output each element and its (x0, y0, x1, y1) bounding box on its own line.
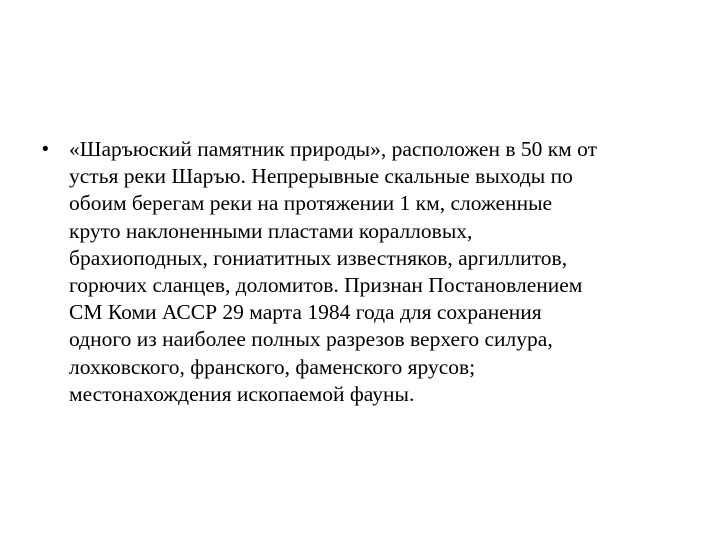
bullet-icon: • (42, 139, 49, 160)
bullet-text: «Шаръюский памятник природы», расположен в 50 км от устья реки Шаръю. Непрерывные скальные выходы по обоим берегам реки на протяжении 1 км, сложенные круто наклоненными пластами коралловых, брахиоподных, гониатитных известняков, аргиллитов, горючих сланцев, доломитов. Признан Постановлением СМ Коми АССР 29 марта 1984 года для сохранения одного из наиболее полных разрезов верхего силура, лохковского, франского, фаменского ярусов; местонахождения ископаемой фауны. (69, 137, 598, 406)
bullet-item (42, 136, 682, 408)
